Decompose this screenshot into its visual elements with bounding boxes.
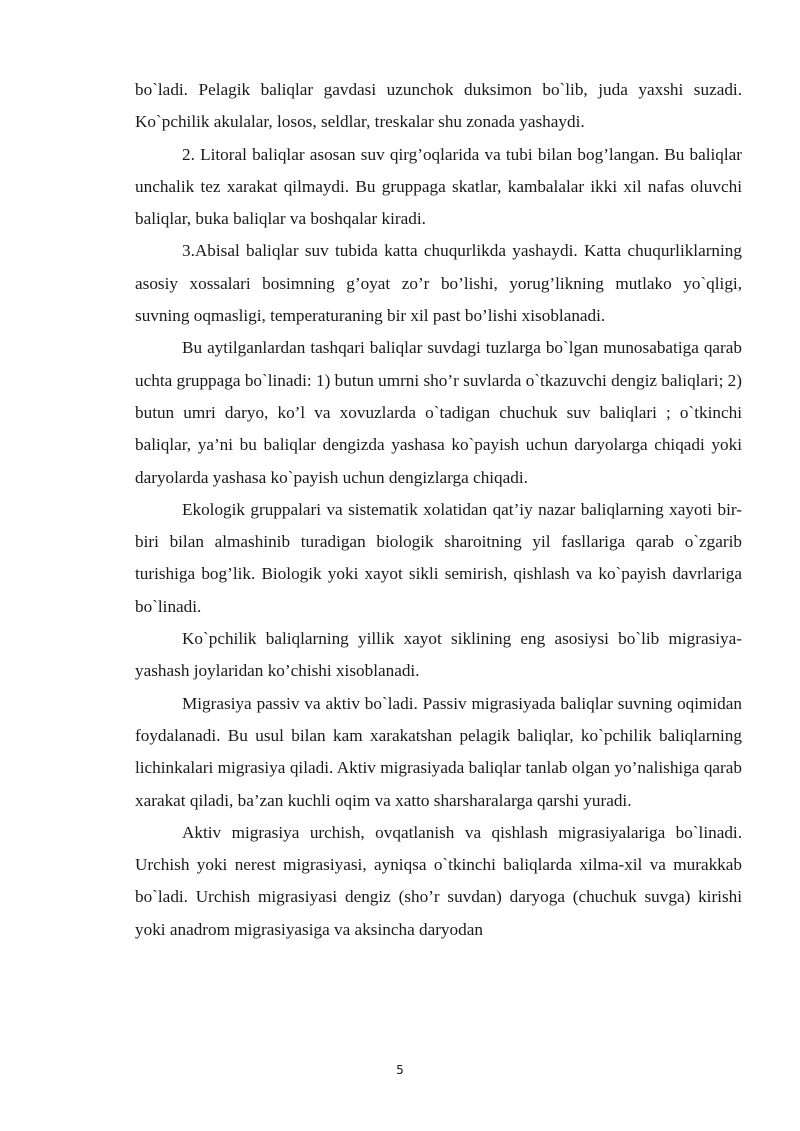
paragraph-2: 2. Litoral baliqlar asosan suv qirg’oqlarida va tubi bilan bog’langan. Bu baliqlar unchalik tez xarakat qilmaydi. Bu gruppaga skatlar, kambalalar ikki xil nafas oluvchi baliqlar, buka baliqlar va boshqalar kiradi.: [135, 144, 742, 229]
paragraph-3: 3.Abisal baliqlar suv tubida katta chuqurlikda yashaydi. Katta chuqurliklarning asosiy xossalari bosimning g’oyat zo’r bo’lishi, yorug’likning mutlako yo`qligi, suvning oqmasligi, temperaturaning bir xil past bo’lishi xisoblanadi.: [135, 241, 742, 326]
paragraph-7: Migrasiya passiv va aktiv bo`ladi. Passiv migrasiyada baliqlar suvning oqimidan foydalanadi. Bu usul bilan kam xarakatshan pelagik baliqlar, ko`pchilik baliqlarning lichinkalari migrasiya qiladi. Aktiv migrasiyada baliqlar tanlab olgan yo’nalishiga qarab xarakat qiladi, ba’zan kuchli oqim va xatto sharsharalarga qarshi yuradi.: [135, 693, 742, 810]
document-body: [135, 74, 742, 946]
paragraph-1: bo`ladi. Pelagik baliqlar gavdasi uzunchok duksimon bo`lib, juda yaxshi suzadi. Ko`pchilik akulalar, losos, seldlar, treskalar shu zonada yashaydi.: [135, 80, 742, 132]
paragraph-5: Ekologik gruppalari va sistematik xolatidan qat’iy nazar baliqlarning xayoti bir-biri bilan almashinib turadigan biologik sharoitning yil fasllariga qarab o`zgarib turishiga bog’lik. Biologik yoki xayot sikli semirish, qishlash va ko`payish davrlariga bo`linadi.: [135, 499, 742, 616]
page-number: 5: [396, 1063, 404, 1077]
paragraph-4: Bu aytilganlardan tashqari baliqlar suvdagi tuzlarga bo`lgan munosabatiga qarab uchta gruppaga bo`linadi: 1) butun umrni sho’r suvlarda o`tkazuvchi dengiz baliqlari; 2) butun umri daryo, ko’l va xovuzlarda o`tadigan chuchuk suv baliqlari ; o`tkinchi baliqlar, ya’ni bu baliqlar dengizda yashasa ko`payish uchun daryolarga chiqadi yoki daryolarda yashasa ko`payish uchun dengizlarga chiqadi.: [135, 338, 742, 487]
paragraph-8: Aktiv migrasiya urchish, ovqatlanish va qishlash migrasiyalariga bo`linadi. Urchish yoki nerest migrasiyasi, ayniqsa o`tkinchi baliqlarda xilma-xil va murakkab bo`ladi. Urchish migrasiyasi dengiz (sho’r suvdan) daryoga (chuchuk suvga) kirishi yoki anadrom migrasiyasiga va aksincha daryodan: [135, 822, 742, 939]
paragraph-6: Ko`pchilik baliqlarning yillik xayot siklining eng asosiysi bo`lib migrasiya- yashash joylaridan ko’chishi xisoblanadi.: [135, 629, 742, 681]
